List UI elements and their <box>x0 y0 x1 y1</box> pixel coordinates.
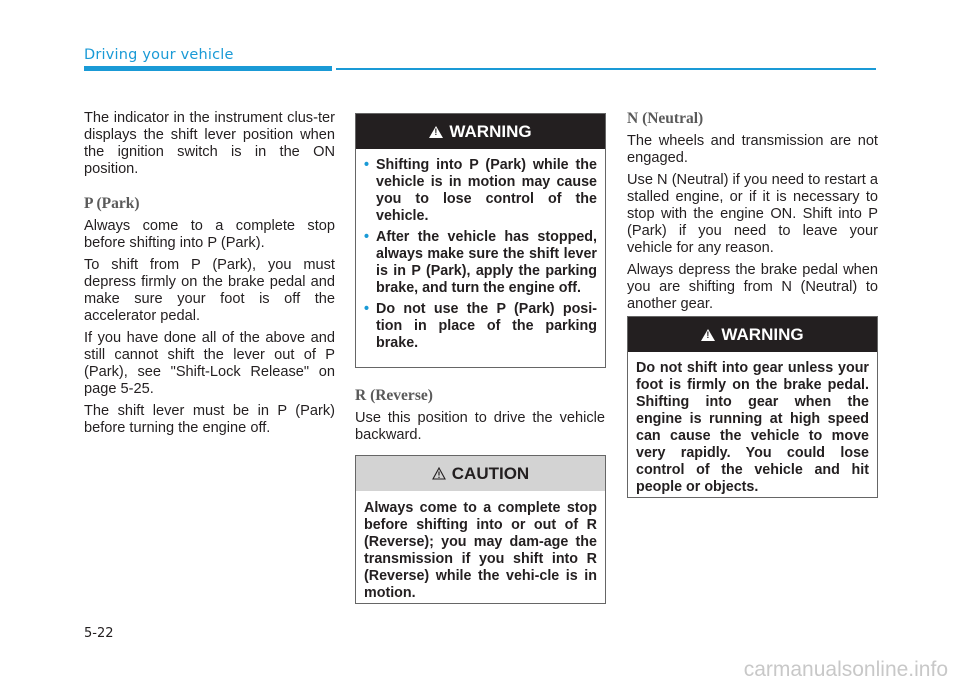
warning-label: WARNING <box>721 324 804 344</box>
column-left <box>84 110 335 442</box>
column-right <box>627 110 878 318</box>
header-rule-thick <box>84 66 332 71</box>
warning-bullet: • Shifting into P (Park) while the vehicle is in motion may cause you to lose control of the vehicle. <box>364 157 597 224</box>
reverse-paragraph: Use this position to drive the vehicle backward. <box>355 410 605 443</box>
warning-box-park <box>355 113 606 368</box>
warning-bullet: • Do not use the P (Park) posi-tion in place of the parking brake. <box>364 301 597 351</box>
warning-box-neutral <box>627 316 878 498</box>
park-paragraph-2: To shift from P (Park), you must depress firmly on the brake pedal and make sure your foot is off the accelerator pedal. <box>84 257 335 324</box>
bullet-dot-icon: • <box>364 301 370 317</box>
neutral-paragraph-3: Always depress the brake pedal when you are shifting from N (Neutral) to another gear. <box>627 262 878 312</box>
warning-triangle-icon <box>701 329 715 341</box>
neutral-paragraph-1: The wheels and transmission are not engaged. <box>627 133 878 166</box>
park-paragraph-4: The shift lever must be in P (Park) before turning the engine off. <box>84 403 335 436</box>
caution-body: Always come to a complete stop before shifting into or out of R (Reverse); you may dam-age the transmission if you shift into R (Reverse) while the vehi-cle is in motion. <box>364 500 597 601</box>
park-paragraph-1: Always come to a complete stop before shifting into P (Park). <box>84 218 335 251</box>
caution-triangle-icon <box>432 467 446 480</box>
warning-header <box>356 114 605 149</box>
warning-bullet: • After the vehicle has stopped, always make sure the shift lever is in P (Park), apply the parking brake, and turn the engine off. <box>364 229 597 296</box>
park-heading: P (Park) <box>84 195 140 212</box>
park-paragraph-3: If you have done all of the above and still cannot shift the lever out of P (Park), see "Shift-Lock Release" on page 5-25. <box>84 330 335 397</box>
page-number: 5-22 <box>84 626 114 641</box>
bullet-dot-icon: • <box>364 157 370 173</box>
caution-box-reverse <box>355 455 606 604</box>
warning-triangle-icon <box>429 126 443 138</box>
header-rule-thin <box>336 68 876 70</box>
neutral-paragraph-2: Use N (Neutral) if you need to restart a stalled engine, or if it is necessary to stop with the engine ON. Shift into P (Park) if you need to leave your vehicle for any reason. <box>627 172 878 256</box>
reverse-heading: R (Reverse) <box>355 387 433 404</box>
warning-header <box>628 317 877 352</box>
warning-label: WARNING <box>449 121 532 141</box>
neutral-heading: N (Neutral) <box>627 110 704 127</box>
intro-paragraph: The indicator in the instrument clus-ter displays the shift lever position when the ignition switch is in the ON position. <box>84 110 335 177</box>
column-middle <box>355 387 605 449</box>
warning-body: Do not shift into gear unless your foot is firmly on the brake pedal. Shifting into gear when the engine is running at high speed can cause the vehicle to move very rapidly. You could lose control of the vehicle and hit people or objects. <box>636 360 869 495</box>
caution-header <box>356 456 605 491</box>
bullet-dot-icon: • <box>364 229 370 245</box>
warning-body <box>356 149 605 364</box>
section-title: Driving your vehicle <box>84 47 234 63</box>
watermark: carmanualsonline.info <box>743 658 948 681</box>
caution-label: CAUTION <box>451 463 530 483</box>
